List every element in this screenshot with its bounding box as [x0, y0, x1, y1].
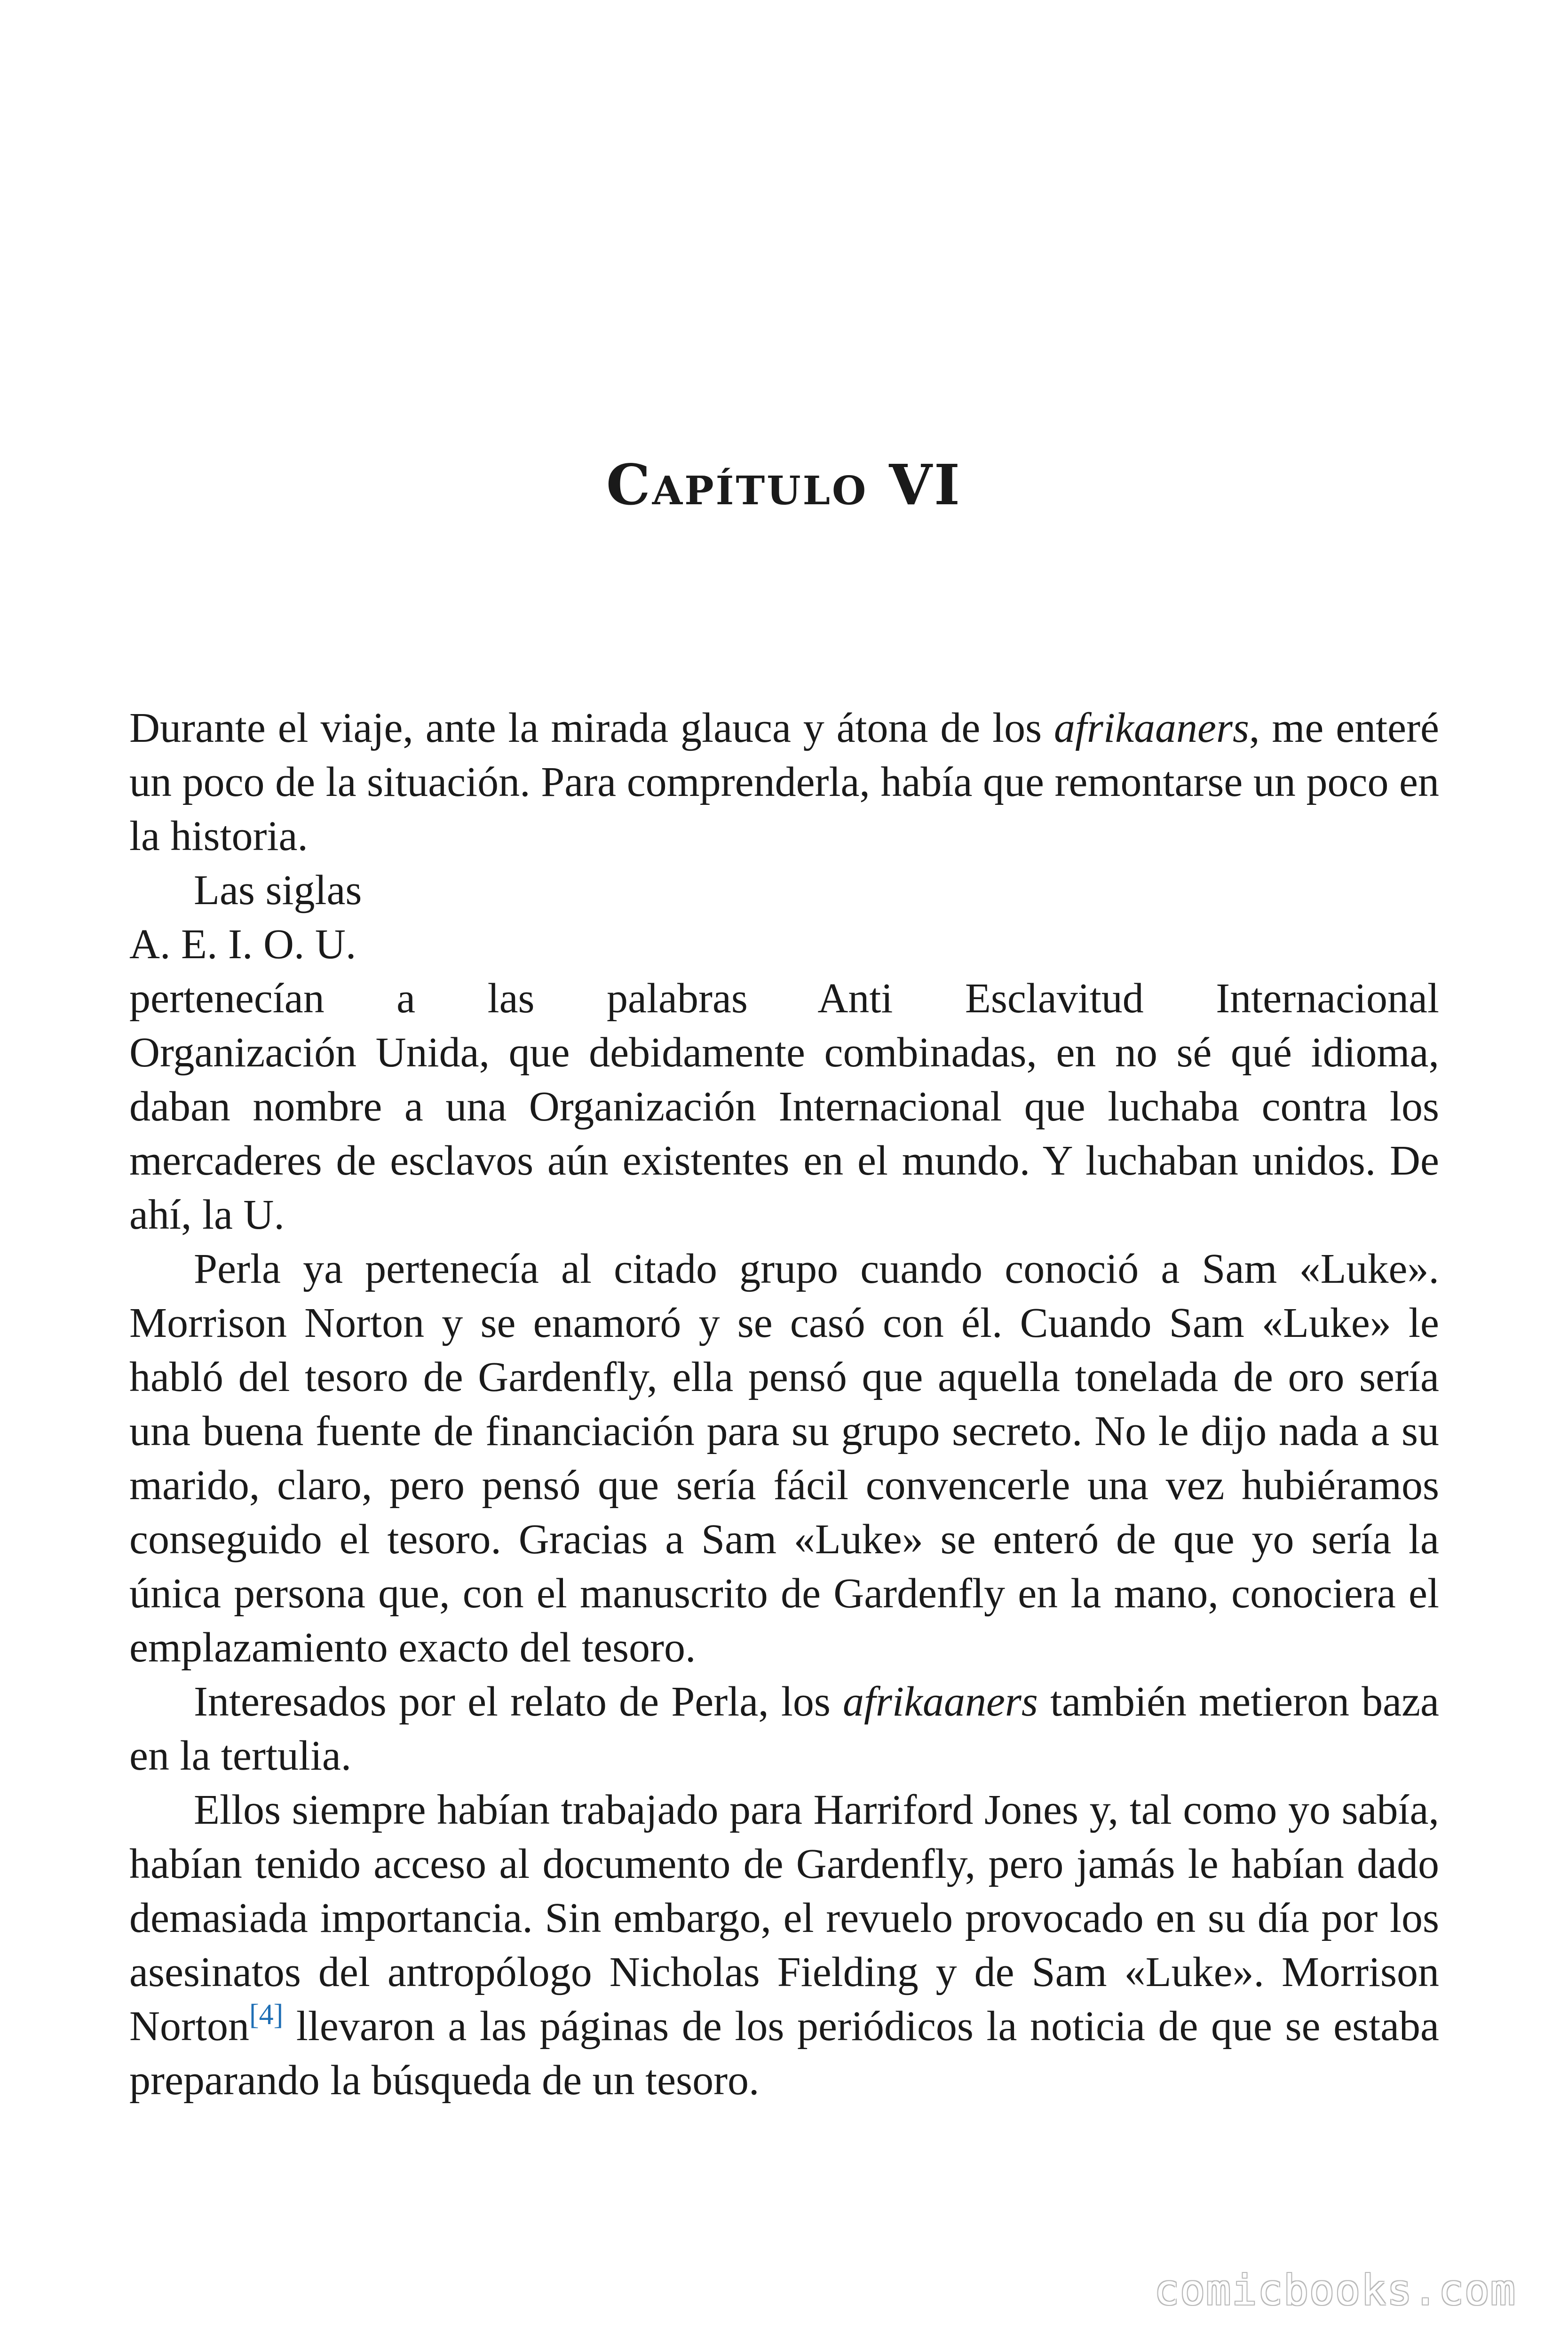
chapter-body — [129, 701, 1439, 2107]
paragraph-7 — [129, 1783, 1439, 2107]
paragraph-7-text-b: llevaron a las páginas de los periódicos la noticia de que se estaba preparando la búsqueda de un tesoro. — [129, 2003, 1439, 2104]
paragraph-6-text-b: también metieron baza en la tertulia. — [129, 1678, 1440, 1779]
watermark-logo: comicbooks.com — [1154, 2266, 1516, 2314]
paragraph-4-line-1: pertenecían a las palabras Anti Esclavitud Internacional — [129, 975, 1439, 1022]
paragraph-1 — [129, 701, 1439, 863]
paragraph-6-text-a: Interesados por el relato de Perla, los — [194, 1678, 843, 1725]
paragraph-6-italic: afrikaaners — [842, 1678, 1038, 1725]
paragraph-2: Las siglas — [194, 867, 362, 914]
paragraph-7-text-a: Ellos siempre habían trabajado para Harriford Jones y, tal como yo sabía, habían tenido acceso al documento de Gardenfly, pero jamás le habían dado demasiada importancia. Sin embargo, el revuelo provocado en su día por los asesinatos del antropólogo Nicholas Fielding y de Sam «Luke». Morrison Norton — [129, 1787, 1439, 2050]
paragraph-1-italic: afrikaaners — [1054, 705, 1250, 751]
paragraph-4-rest: Organización Unida, que debidamente combinadas, en no sé qué idioma, daban nombre a una Organización Internacional que luchaba contra los mercaderes de esclavos aún existentes en el mundo. Y luchaban unidos. De ahí, la U. — [129, 1029, 1439, 1238]
paragraph-5: Perla ya pertenecía al citado grupo cuando conoció a Sam «Luke». Morrison Norton y se enamoró y se casó con él. Cuando Sam «Luke» le habló del tesoro de Gardenfly, ella pensó que aquella tonelada de oro sería una buena fuente de financiación para su grupo secreto. No le dijo nada a su marido, claro, pero pensó que sería fácil convencerle una vez hubiéramos conseguido el tesoro. Gracias a Sam «Luke» se enteró de que yo sería la única persona que, con el manuscrito de Gardenfly en la mano, conociera el emplazamiento exacto del tesoro. — [129, 1246, 1439, 1671]
footnote-link-4[interactable]: [4] — [249, 1999, 284, 2031]
paragraph-3-acronym: A. E. I. O. U. — [129, 921, 356, 968]
paragraph-6 — [129, 1675, 1439, 1783]
paragraph-1-text-b: , me enteré un poco de la situación. Para comprenderla, había que remontarse un poco en la historia. — [129, 705, 1440, 859]
paragraph-1-text-a: Durante el viaje, ante la mirada glauca y átona de los — [129, 705, 1054, 751]
chapter-title: Capítulo VI — [606, 452, 962, 517]
